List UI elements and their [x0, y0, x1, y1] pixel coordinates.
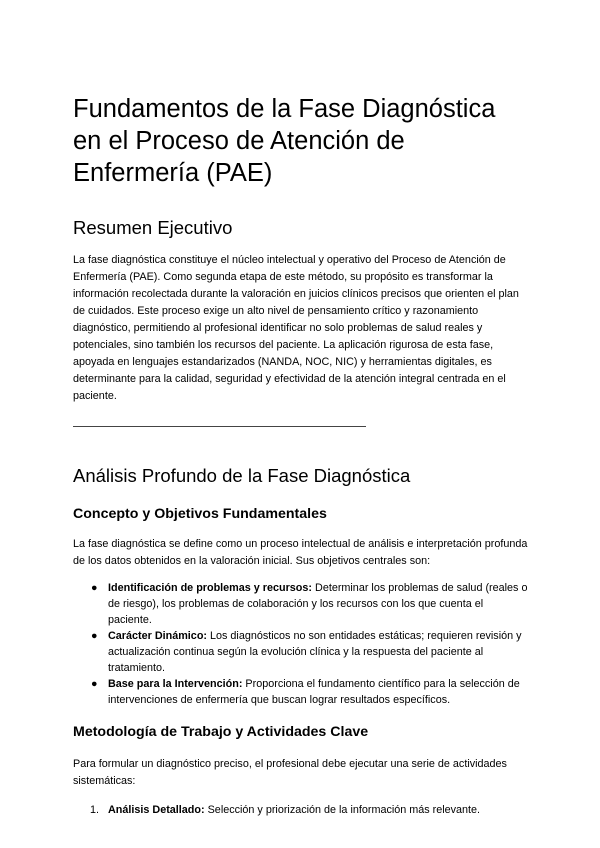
document-title: Fundamentos de la Fase Diagnóstica en el Proceso de Atención de Enfermería (PAE): [73, 95, 496, 187]
summary-heading: Resumen Ejecutivo: [73, 217, 233, 238]
list-item: [91, 580, 528, 628]
concept-intro-paragraph: La fase diagnóstica se define como un proceso intelectual de análisis e interpretación profunda de los datos obtenidos en la valoración inicial. Sus objetivos centrales son:: [73, 538, 528, 567]
objective-label: Base para la Intervención:: [108, 678, 243, 690]
methodology-heading: Metodología de Trabajo y Actividades Clave: [73, 724, 369, 740]
separator-line: [73, 426, 366, 427]
summary-paragraph: La fase diagnóstica constituye el núcleo intelectual y operativo del Proceso de Atención de Enfermería (PAE). Como segunda etapa de este método, su propósito es transformar la información recolectada durante la valoración en juicios clínicos precisos que orienten el plan de cuidados. Este proceso exige un alto nivel de pensamiento crítico y razonamiento diagnóstico, permitiendo al profesional identificar no solo problemas de salud reales y potenciales, sino también los recursos del paciente. La aplicación rigurosa de esta fase, apoyada en lenguajes estandarizados (NANDA, NOC, NIC) y herramientas digitales, es determinante para la calidad, seguridad y efectividad de la atención integral centrada en el paciente.: [73, 254, 519, 402]
objective-text: Los diagnósticos no son entidades estáticas; requieren revisión y actualización continua según la evolución clínica y la respuesta del paciente al tratamiento.: [108, 630, 522, 674]
list-item: [91, 628, 528, 676]
activity-label: Análisis Detallado:: [108, 804, 205, 816]
objective-text: Proporciona el fundamento científico para la selección de intervenciones de enfermería que buscan lograr resultados específicos.: [108, 678, 520, 706]
objective-label: Identificación de problemas y recursos:: [108, 582, 313, 594]
concept-heading: Concepto y Objetivos Fundamentales: [73, 506, 327, 522]
bullet-icon: ●: [91, 678, 98, 690]
list-item: [91, 676, 528, 708]
activities-list: [73, 802, 528, 818]
objective-label: Carácter Dinámico:: [108, 630, 208, 642]
analysis-heading: Análisis Profundo de la Fase Diagnóstica: [73, 465, 411, 486]
objectives-list: [73, 580, 528, 708]
list-item: [90, 802, 528, 818]
list-number: 1.: [90, 804, 100, 816]
bullet-icon: ●: [91, 582, 98, 594]
methodology-intro-paragraph: Para formular un diagnóstico preciso, el profesional debe ejecutar una serie de actividades sistemáticas:: [73, 758, 507, 787]
bullet-icon: ●: [91, 630, 98, 642]
activity-text: Selección y priorización de la información más relevante.: [204, 804, 481, 816]
objective-text: Determinar los problemas de salud (reales o de riesgo), los problemas de colaboración y los recursos con los que cuenta el paciente.: [108, 582, 528, 626]
